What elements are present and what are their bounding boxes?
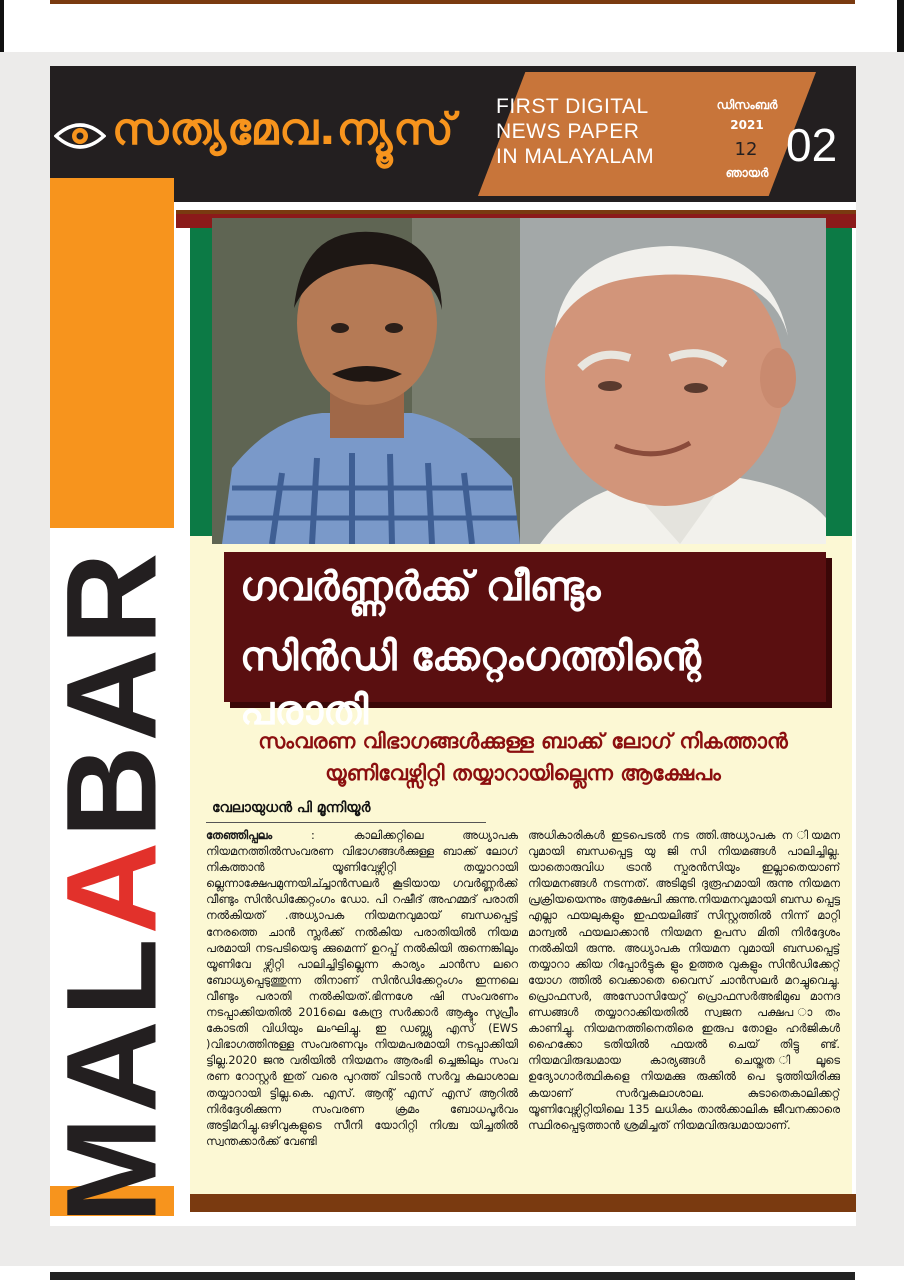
issue-month: ഡിസംബർ: [716, 98, 778, 112]
issue-day: 02: [786, 119, 838, 171]
portrait-illustration: [212, 218, 520, 544]
masthead-logo-text: സത്യമേവ.ന്യൂസ്: [112, 104, 455, 155]
photo-governor: [520, 218, 826, 544]
byline: വേലായുധൻ പി മൂന്നിയൂർ: [212, 800, 371, 816]
section-label-part: MAL: [40, 934, 184, 1224]
previous-page-rule: [50, 0, 855, 4]
article-column-1: [206, 828, 518, 1198]
article-text: : കാലിക്കറ്റിലെ അധ്യാപക നിയമനത്തിൽസംവരണ വിഭാഗങ്ങൾക്കുള്ള ബാക്ക് ലോഗ് നികത്താൻ യൂണിവേഴ്സിറ്റി തയ്യാറായി ല്ലെന്നാക്ഷേപമുന്നയിച്ച്ചാൻസലർ കൂടിയായ ഗവർണ്ണർക്ക് വീണ്ടും സിൻഡിക്കേറ്റംഗം ഡോ. പി റഷീദ് അഹമ്മദ് പരാതി നൽകിയത് .അധ്യാപക നിയമനവുമായ് ബന്ധപ്പെട്ട് നേരത്തെ ചാൻ സ്ലർക്ക് നൽകിയ പരാതിയിൽ നിയമ പരമായി നടപടിയെടു ക്കുമെന്ന് ഉറപ്പ് നൽകിയി രുന്നെങ്കിലും യൂണിവേ ഴ്സിറ്റി പാലിച്ചിട്ടില്ലെന്ന കാര്യം ചാൻസ ലറെ ബോധ്യപ്പെടുത്തുന്ന തിനാണ് സിൻഡിക്കേറ്റംഗം ഇന്നലെ വീണ്ടും പരാതി നൽകിയത്.ഭിന്നശേ ഷി സംവരണം നടപ്പാക്കിയതിൽ 2016ലെ കേന്ദ്ര സർക്കാർ ആക്ടും സുപ്രീം കോടതി വിധിയും ലംഘിച്ചു. ഇ ഡബ്ല്യു എസ് (EWS )വിഭാഗത്തിനുള്ള സംവരണവും നിയമപരമായി നടപ്പാക്കിയി ട്ടില്ല.2020 ജനു വരിയിൽ നിയമനം ആരംഭി ച്ചെങ്കിലും സംവ രണ റോസ്റ്റർ ഇത് വരെ പുറത്ത് വിടാൻ സർവ്വ കലാശാല തയ്യാറായി ട്ടില്ല.കെ. എസ്. ആന്റ് എസ് എസ് ആറിൽ നിർദ്ദേശിക്കുന്ന സംവരണ ക്രമം ബോധപൂർവം അട്ടിമറിച്ചു.ഒഴിവുകളുടെ സീനി യോറിറ്റി നിശ്ച യിച്ചതിൽ സ്വന്തക്കാർക്ക് വേണ്ടി: [206, 829, 518, 1148]
photo-frame-left: [190, 226, 212, 536]
subheadline-line: സംവരണ വിഭാഗങ്ങൾക്കുള്ള ബാക്ക് ലോഗ് നികത്താൻ: [258, 729, 788, 753]
headline-line: സിൻഡി ക്കേറ്റംഗത്തിന്റെ പരാതി: [240, 634, 701, 734]
issue-weekday: ഞായർ: [725, 166, 769, 180]
next-page-rule: [50, 1272, 855, 1280]
section-label-part: BAR: [40, 548, 184, 838]
previous-page-edge-right: [897, 0, 904, 52]
article-column-2: [528, 828, 840, 1198]
article-dateline: തേഞ്ഞിപ്പലം: [206, 829, 273, 842]
tagline-line: FIRST DIGITAL: [496, 95, 649, 118]
headline-line: ഗവർണ്ണർക്ക് വീണ്ടും: [240, 564, 601, 610]
photo-syndicate-member: [212, 218, 520, 544]
article-paragraph: [206, 828, 518, 1150]
section-label: [39, 549, 186, 1224]
eye-icon: [54, 118, 106, 154]
tagline-line: IN MALAYALAM: [496, 145, 655, 168]
previous-page-edge-left: [0, 0, 4, 52]
issue-month-number: 12: [724, 138, 768, 162]
previous-page-strip: [0, 0, 904, 52]
byline-rule: [206, 822, 486, 823]
bottom-rule: [190, 1194, 856, 1212]
issue-year: 2021: [730, 118, 764, 132]
portrait-illustration: [520, 218, 826, 544]
section-label-highlight: A: [40, 837, 184, 935]
masthead-tagline: [496, 94, 686, 169]
photo-frame-right: [826, 226, 852, 536]
section-orange-block: [50, 178, 174, 528]
subheadline-line: യൂണിവേഴ്സിറ്റി തയ്യാറായില്ലെന്ന ആക്ഷേപം: [325, 761, 721, 785]
top-rule-accent: [176, 210, 856, 214]
article-paragraph: അധികാരികൾ ഇടപെടൽ നട ത്തി.അധ്യാപക ന ിയമന വുമായി ബന്ധപ്പെട്ട യു ജി സി നിയമങ്ങൾ പാലിച്ചില്ല. യാതൊരുവിധ ട്രാൻ സ്പരൻസിയും ഇല്ലാതെയാണ് നിയമനങ്ങൾ നടന്നത്. അടിമുടി ദുരൂഹമായി രുന്നു നിയമന പ്രക്രിയയെന്നും ആക്ഷേപി ക്കുന്നു.നിയമനവുമായി ബന്ധ പ്പെട്ട എല്ലാ ഫയലുകളും ഇഫയലിങ്ങ് സിസ്റ്റത്തിൽ നിന്ന് മാറ്റി മാന്വൽ ഫയലാക്കാൻ നിയമന ഉപസ മിതി നിർദ്ദേശം നൽകിയി രുന്നു. അധ്യാപക നിയമന വുമായി ബന്ധപ്പെട്ട് തയ്യാറാ ക്കിയ റിപ്പോർട്ടുക ളും ഉത്തര വുകളും സിൻഡിക്കേറ്റ് യോഗ ത്തിൽ വെക്കാതെ വൈസ് ചാൻസലർ മറച്ചുവെച്ചു. പ്രൊഫസർ, അസോസിയേറ്റ് പ്രൊഫസർഅഭിമുഖ മാനദ ണ്ഡങ്ങൾ തയ്യാറാക്കിയതിൽ സ്വജന പക്ഷപ ാതം കാണിച്ചു. നിയമനത്തിനെതിരെ ഇരുപ തോളം ഹർജികൾ ഹൈക്കോ ടതിയിൽ ഫയൽ ചെയ് തിട്ടു ണ്ട്. നിയമവിരുദ്ധമായ കാര്യങ്ങൾ ചെയ്തത ിലൂടെ ഉദ്യോഗാർത്ഥികളെ നിയമക്കു രുക്കിൽ പെ ടുത്തിയിരിക്കു കയാണ് സർവ്വകലാശാല. കുടാതെകാലിക്കറ്റ് യൂണിവേഴ്സിറ്റിയിലെ 135 ലധികം താൽക്കാലിക ജീവനക്കാരെ സ്ഥിരപ്പെടുത്താൻ ശ്രമിച്ചത് നിയമവിരുദ്ധമായാണ്.: [528, 829, 840, 1132]
tagline-line: NEWS PAPER: [496, 120, 640, 143]
